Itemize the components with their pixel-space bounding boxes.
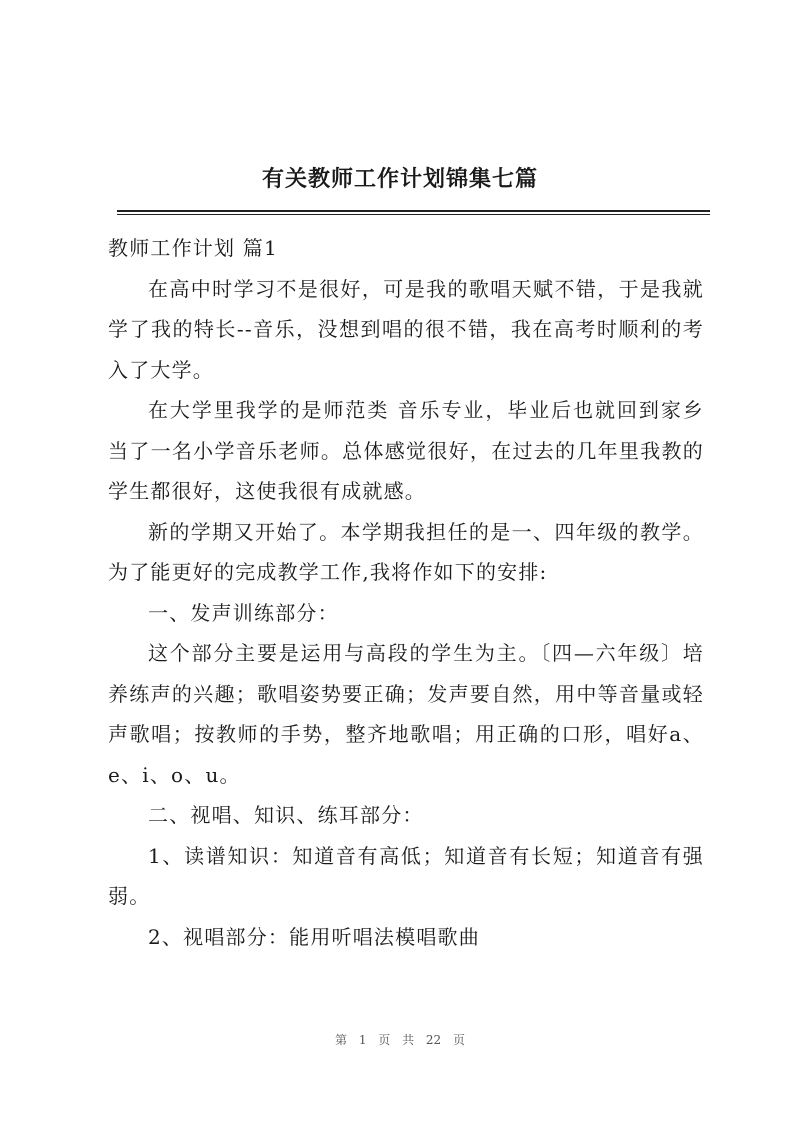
paragraph: 这个部分主要是运用与高段的学生为主。〔四—六年级〕培养练声的兴趣；歌唱姿势要正确；发声要自然，用中等音量或轻声歌唱；按教师的手势，整齐地歌唱；用正确的口形，唱好a、e、i、o、u。 [108,641,704,787]
document-title: 有关教师工作计划锦集七篇 [261,167,538,192]
list-item: 2、视唱部分：能用听唱法模唱歌曲 [148,924,480,949]
paragraph: 在大学里我学的是师范类 音乐专业，毕业后也就回到家乡当了一名小学音乐老师。总体感觉很好，在过去的几年里我教的学生都很好，这使我很有成就感。 [108,398,704,503]
subheading: 一、发声训练部分： [148,600,339,625]
document-body [108,228,704,957]
page-footer: 第 1 页 共 22 页 [335,1033,465,1047]
paragraph: 在高中时学习不是很好，可是我的歌唱天赋不错，于是我就学了我的特长--音乐，没想到唱的很不错，我在高考时顺利的考入了大学。 [108,276,704,382]
subheading: 二、视唱、知识、练耳部分： [148,803,424,827]
list-item: 1、读谱知识：知道音有高低；知道音有长短；知道音有强弱。 [108,843,704,908]
title-divider-thick [117,210,710,212]
title-divider-thin [117,214,710,215]
section-heading: 教师工作计划 篇1 [108,236,278,260]
paragraph: 新的学期又开始了。本学期我担任的是一、四年级的教学。为了能更好的完成教学工作,我将作如下的安排: [108,519,704,584]
